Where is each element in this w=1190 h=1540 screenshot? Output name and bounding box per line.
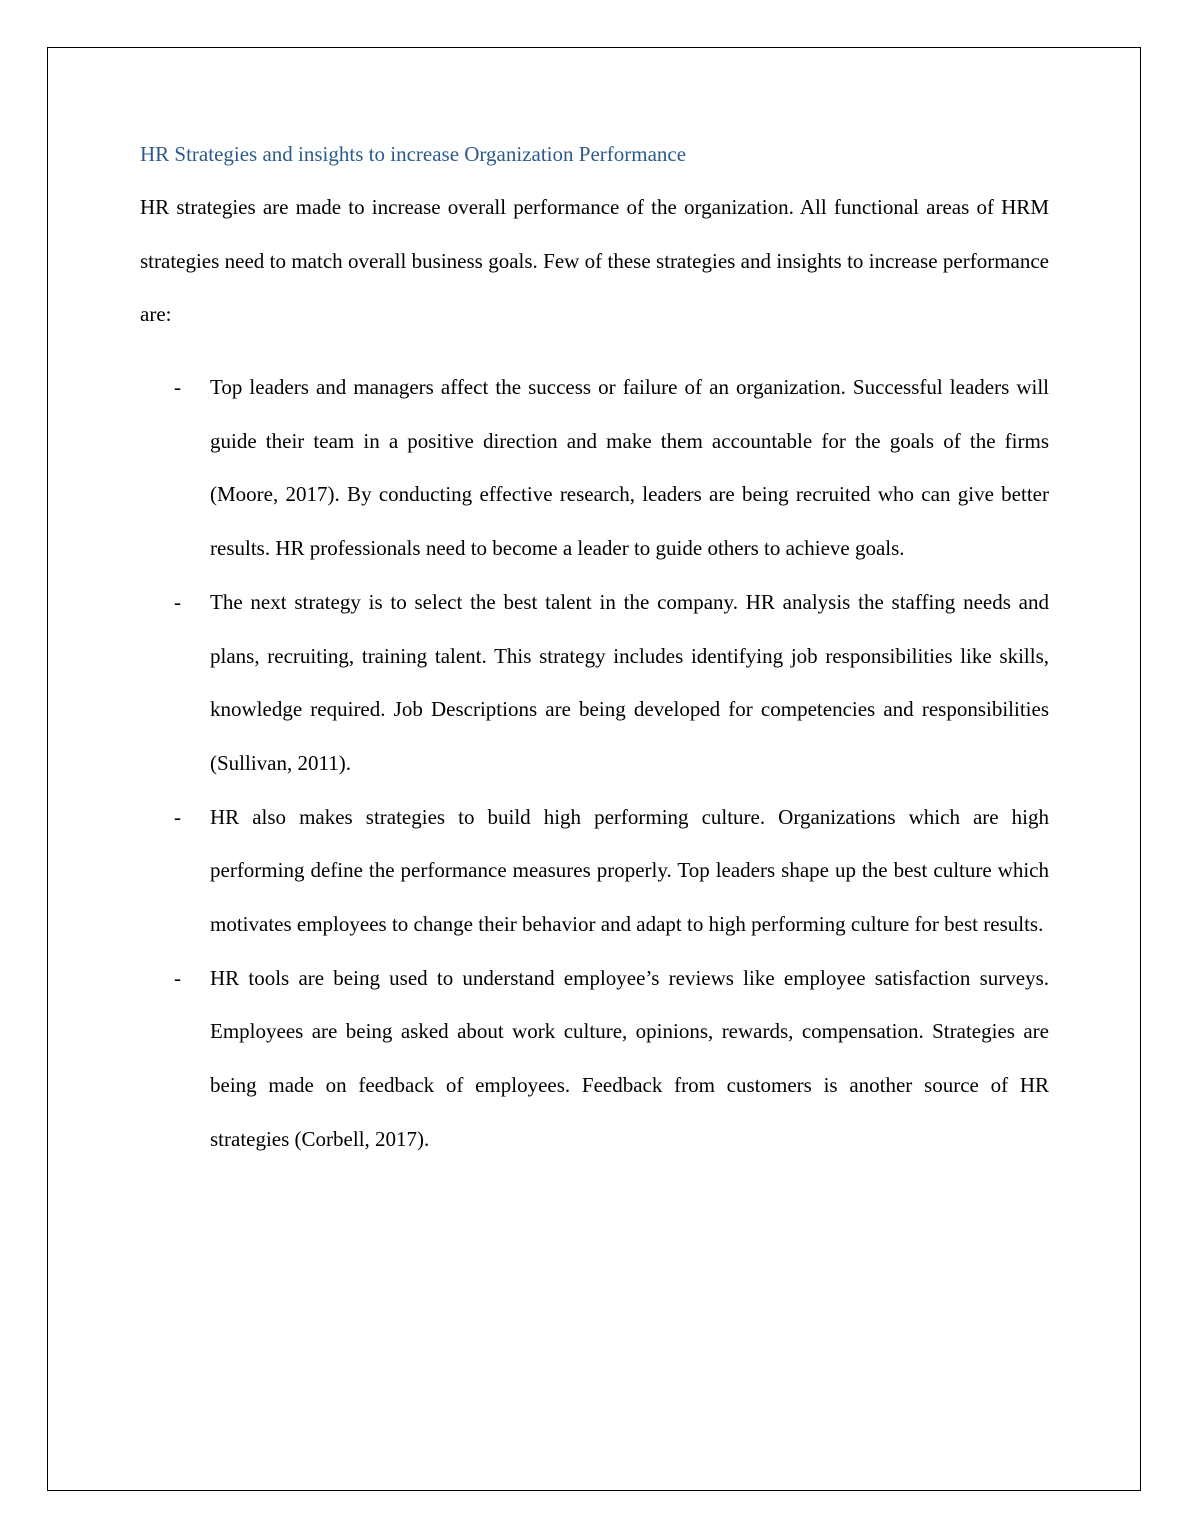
- list-item-text: HR tools are being used to understand employee’s reviews like employee satisfaction surveys. Employees are being asked about work culture, opinions, rewards, compensation. Strategies are being made on feedback of employees. Feedback from customers is another source of HR strategies (Corbell, 2017).: [210, 965, 1049, 1151]
- intro-paragraph: HR strategies are made to increase overall performance of the organization. All functional areas of HRM strategies need to match overall business goals. Few of these strategies and insights to increase performance are:: [140, 195, 1049, 327]
- section-heading: HR Strategies and insights to increase Organization Performance: [140, 142, 687, 166]
- dash-bullet-icon: -: [174, 589, 181, 614]
- list-item-text: Top leaders and managers affect the success or failure of an organization. Successful leaders will guide their team in a positive direction and make them accountable for the goals of the firms (Moore, 2017). By conducting effective research, leaders are being recruited who can give better results. HR professionals need to become a leader to guide others to achieve goals.: [210, 375, 1049, 561]
- dash-bullet-icon: -: [174, 965, 181, 990]
- strategy-list: [140, 361, 1049, 1167]
- list-item: [140, 952, 1049, 1167]
- list-item: [140, 791, 1049, 952]
- list-item-text: HR also makes strategies to build high performing culture. Organizations which are high performing define the performance measures properly. Top leaders shape up the best culture which motivates employees to change their behavior and adapt to high performing culture for best results.: [210, 804, 1049, 937]
- dash-bullet-icon: -: [174, 375, 181, 399]
- list-item: [140, 576, 1049, 791]
- list-item-text: The next strategy is to select the best talent in the company. HR analysis the staffing needs and plans, recruiting, training talent. This strategy includes identifying job responsibilities like skills, knowledge required. Job Descriptions are being developed for competencies and responsibilities (Sullivan, 2011).: [210, 589, 1049, 775]
- dash-bullet-icon: -: [174, 804, 181, 829]
- list-item: [140, 361, 1049, 576]
